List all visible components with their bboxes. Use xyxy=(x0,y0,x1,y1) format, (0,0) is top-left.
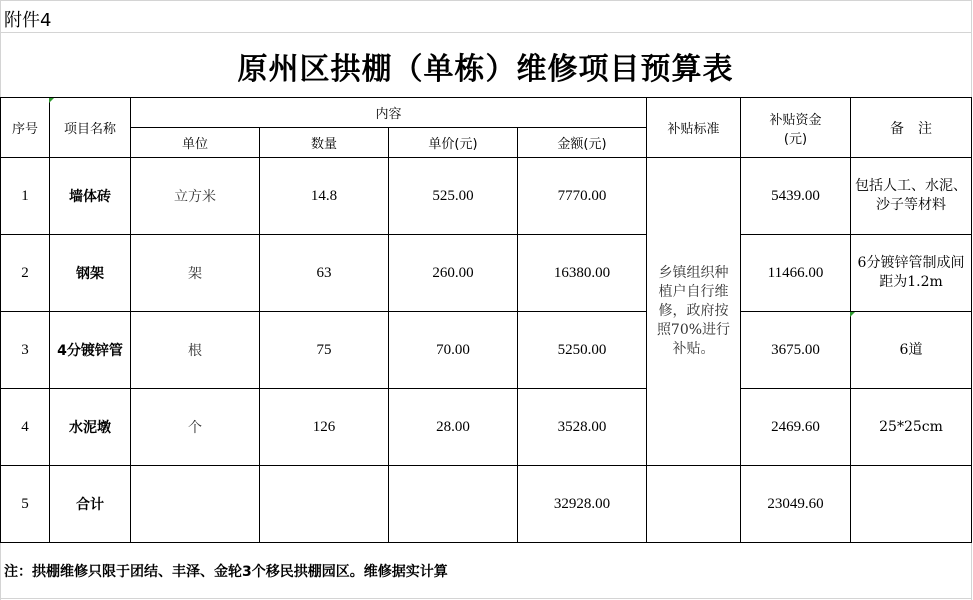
header-subsidy-fund-line2: (元) xyxy=(783,131,808,147)
cell-seq[interactable]: 4 xyxy=(1,389,50,466)
comment-marker-icon xyxy=(850,312,855,317)
table-row xyxy=(1,312,972,389)
page-title[interactable]: 原州区拱棚（单栋）维修项目预算表 xyxy=(237,52,734,87)
cell-unit[interactable]: 个 xyxy=(131,389,260,466)
cell-subsidy-fund[interactable]: 3675.00 xyxy=(741,312,851,389)
cell-quantity[interactable]: 14.8 xyxy=(260,158,389,235)
header-content[interactable]: 内容 xyxy=(131,98,647,128)
cell-name[interactable]: 墙体砖 xyxy=(50,158,131,235)
footnote[interactable]: 注：拱棚维修只限于团结、丰泽、金轮3个移民拱棚园区。维修据实计算 xyxy=(4,564,448,580)
table-row xyxy=(1,158,972,235)
header-subsidy-fund[interactable] xyxy=(741,98,851,158)
cell-subsidy-fund[interactable]: 11466.00 xyxy=(741,235,851,312)
header-unit-price[interactable]: 单价(元) xyxy=(389,128,518,158)
header-amount[interactable]: 金额(元) xyxy=(518,128,647,158)
cell-remark[interactable]: 包括人工、水泥、沙子等材料 xyxy=(851,158,972,235)
cell-name[interactable]: 钢架 xyxy=(50,235,131,312)
cell-unit[interactable] xyxy=(131,466,260,543)
cell-subsidy-standard[interactable]: 乡镇组织种植户自行维修，政府按照70%进行补贴。 xyxy=(647,158,741,466)
budget-table xyxy=(0,97,972,543)
cell-quantity[interactable]: 75 xyxy=(260,312,389,389)
cell-seq[interactable]: 3 xyxy=(1,312,50,389)
cell-unit[interactable]: 立方米 xyxy=(131,158,260,235)
grid-line xyxy=(0,32,971,33)
table-row xyxy=(1,235,972,312)
cell-remark[interactable]: 25*25cm xyxy=(851,389,972,466)
cell-unit-price[interactable]: 70.00 xyxy=(389,312,518,389)
cell-remark[interactable]: 6道 xyxy=(851,312,972,389)
header-subsidy-fund-line1: 补贴资金 xyxy=(769,112,822,128)
cell-unit[interactable]: 架 xyxy=(131,235,260,312)
cell-subsidy-fund[interactable]: 23049.60 xyxy=(741,466,851,543)
grid-line xyxy=(0,0,971,1)
cell-remark[interactable] xyxy=(851,466,972,543)
table-row-total xyxy=(1,466,972,543)
table-row xyxy=(1,389,972,466)
cell-name[interactable]: 合计 xyxy=(50,466,131,543)
cell-unit-price[interactable] xyxy=(389,466,518,543)
grid-line xyxy=(0,598,971,599)
header-subsidy-standard[interactable]: 补贴标准 xyxy=(647,98,741,158)
cell-unit-price[interactable]: 28.00 xyxy=(389,389,518,466)
cell-name[interactable]: 4分镀锌管 xyxy=(50,312,131,389)
header-quantity[interactable]: 数量 xyxy=(260,128,389,158)
cell-name[interactable]: 水泥墩 xyxy=(50,389,131,466)
header-name[interactable]: 项目名称 xyxy=(50,98,131,158)
cell-seq[interactable]: 1 xyxy=(1,158,50,235)
cell-quantity[interactable] xyxy=(260,466,389,543)
cell-remark[interactable]: 6分镀锌管制成间距为1.2m xyxy=(851,235,972,312)
cell-unit[interactable]: 根 xyxy=(131,312,260,389)
cell-unit-price[interactable]: 525.00 xyxy=(389,158,518,235)
cell-amount[interactable]: 16380.00 xyxy=(518,235,647,312)
cell-amount[interactable]: 32928.00 xyxy=(518,466,647,543)
comment-marker-icon xyxy=(49,98,54,103)
header-seq[interactable]: 序号 xyxy=(1,98,50,158)
cell-quantity[interactable]: 126 xyxy=(260,389,389,466)
cell-quantity[interactable]: 63 xyxy=(260,235,389,312)
header-unit[interactable]: 单位 xyxy=(131,128,260,158)
cell-seq[interactable]: 5 xyxy=(1,466,50,543)
header-remarks[interactable]: 备 注 xyxy=(851,98,972,158)
cell-amount[interactable]: 3528.00 xyxy=(518,389,647,466)
cell-subsidy-standard-empty[interactable] xyxy=(647,466,741,543)
cell-amount[interactable]: 7770.00 xyxy=(518,158,647,235)
cell-seq[interactable]: 2 xyxy=(1,235,50,312)
cell-unit-price[interactable]: 260.00 xyxy=(389,235,518,312)
cell-subsidy-fund[interactable]: 2469.60 xyxy=(741,389,851,466)
cell-subsidy-fund[interactable]: 5439.00 xyxy=(741,158,851,235)
cell-amount[interactable]: 5250.00 xyxy=(518,312,647,389)
attachment-label[interactable]: 附件4 xyxy=(4,10,52,31)
